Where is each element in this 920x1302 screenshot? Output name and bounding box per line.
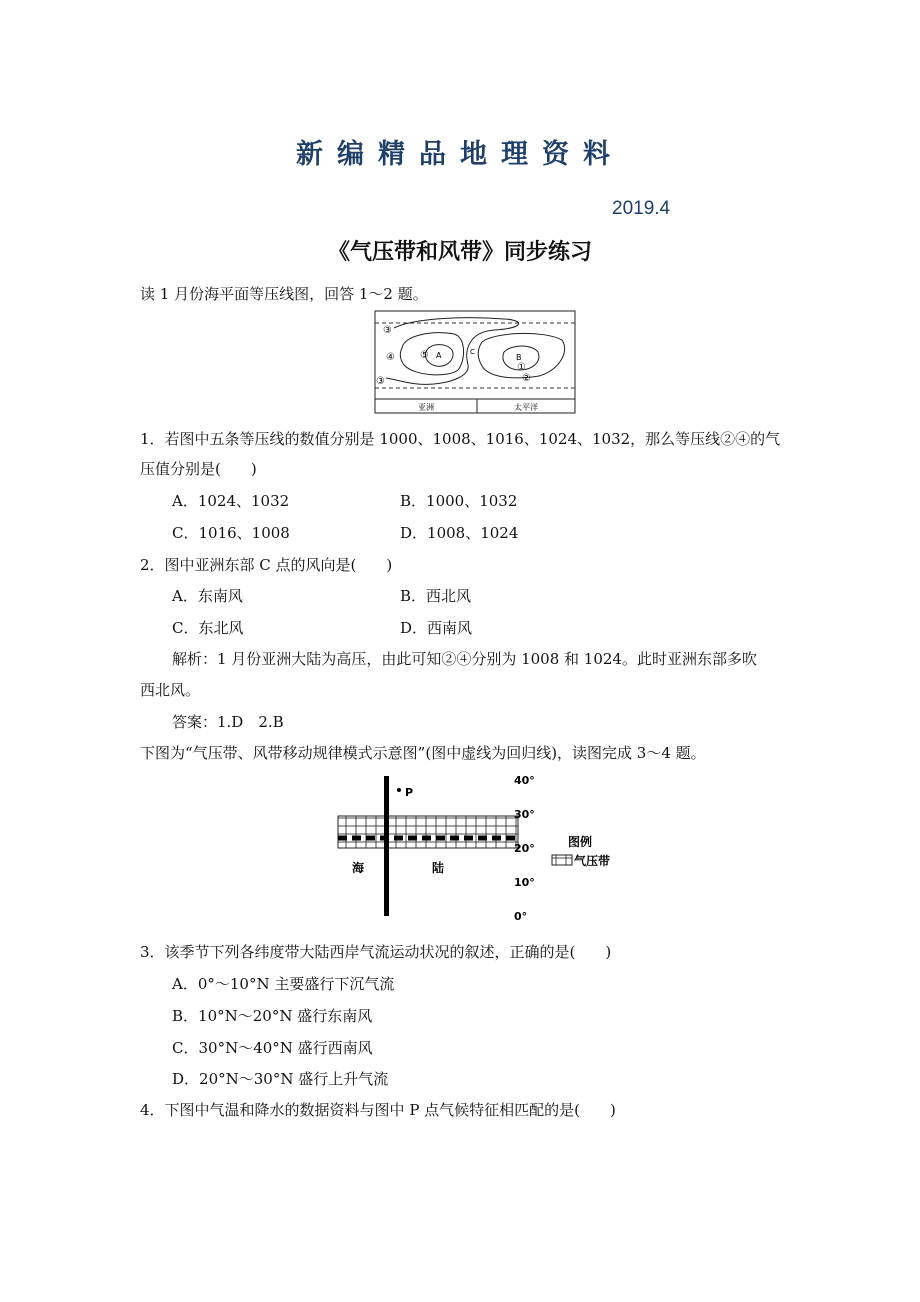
lat-tick-30: 30° (514, 808, 535, 821)
q4-stem: 4．下图中气温和降水的数据资料与图中 P 点气候特征相匹配的是( ) (140, 1101, 616, 1119)
intro-text-2: 下图为“气压带、风带移动规律模式示意图”(图中虚线为回归线)，读图完成 3～4 题。 (140, 744, 706, 762)
page-header-title: 新编精品地理资料 (296, 139, 624, 170)
q1-option-d: D．1008、1024 (400, 524, 519, 542)
q2-option-a: A．东南风 (172, 587, 243, 605)
legend-item-label: 气压带 (574, 854, 611, 868)
date-label: 2019.4 (612, 198, 671, 219)
sea-label: 海 (352, 861, 365, 875)
isobar-label-2: ② (522, 373, 531, 384)
pacific-label: 太平洋 (514, 403, 538, 412)
q3-option-a: A．0°～10°N 主要盛行下沉气流 (172, 975, 395, 993)
lat-tick-10: 10° (514, 876, 535, 889)
isobar-label-4: ④ (386, 352, 395, 363)
q2-stem: 2．图中亚洲东部 C 点的风向是( ) (140, 556, 393, 574)
isobar-label-5: ⑤ (420, 350, 429, 361)
isobar-label-1: ① (517, 362, 526, 373)
lat-tick-0: 0° (514, 910, 528, 922)
q1-option-c: C．1016、1008 (172, 524, 290, 542)
pressure-center-B: B (516, 353, 522, 362)
point-C: C (470, 348, 475, 356)
map-frame (375, 311, 575, 413)
q2-option-b: B．西北风 (400, 587, 472, 605)
land-label: 陆 (432, 861, 445, 875)
q3-option-d: D．20°N～30°N 盛行上升气流 (172, 1070, 389, 1088)
point-P-label: P (405, 786, 414, 799)
intro-text-1: 读 1 月份海平面等压线图，回答 1～2 题。 (140, 285, 428, 303)
isobar-map-figure (374, 310, 576, 414)
q2-option-c: C．东北风 (172, 619, 244, 637)
q1-option-b: B．1000、1032 (400, 492, 518, 510)
pressure-belt-figure (336, 770, 626, 922)
lat-tick-40: 40° (514, 774, 535, 787)
pressure-belt-grid (338, 816, 518, 848)
point-P-dot (397, 788, 401, 792)
pressure-center-A: A (436, 351, 442, 360)
q3-stem: 3．该季节下列各纬度带大陆西岸气流运动状况的叙述，正确的是( ) (140, 943, 612, 961)
q2-option-d: D．西南风 (400, 619, 473, 637)
coastline-bar (384, 776, 389, 916)
document-title: 《气压带和风带》同步练习 (327, 240, 592, 265)
isobar-label-3-bottom: ③ (376, 376, 385, 387)
legend-swatch (552, 855, 572, 865)
analysis-line2: 西北风。 (140, 681, 201, 699)
analysis-line1: 解析：1 月份亚洲大陆为高压，由此可知②④分别为 1008 和 1024。此时亚洲东部多吹 (172, 650, 757, 668)
q1-stem-line1: 1．若图中五条等压线的数值分别是 1000、1008、1016、1024、1032，那么等压线②④的气 (140, 430, 781, 448)
q3-option-c: C．30°N～40°N 盛行西南风 (172, 1039, 373, 1057)
lat-tick-20: 20° (514, 842, 535, 855)
q1-option-a: A．1024、1032 (172, 492, 290, 510)
answer-text: 答案：1.D 2.B (172, 713, 284, 731)
q3-option-b: B．10°N～20°N 盛行东南风 (172, 1007, 373, 1025)
q1-stem-line2: 压值分别是( ) (140, 460, 257, 478)
isobar-label-3-top: ③ (383, 325, 392, 336)
asia-label: 亚洲 (418, 403, 434, 412)
legend-title: 图例 (568, 835, 593, 849)
